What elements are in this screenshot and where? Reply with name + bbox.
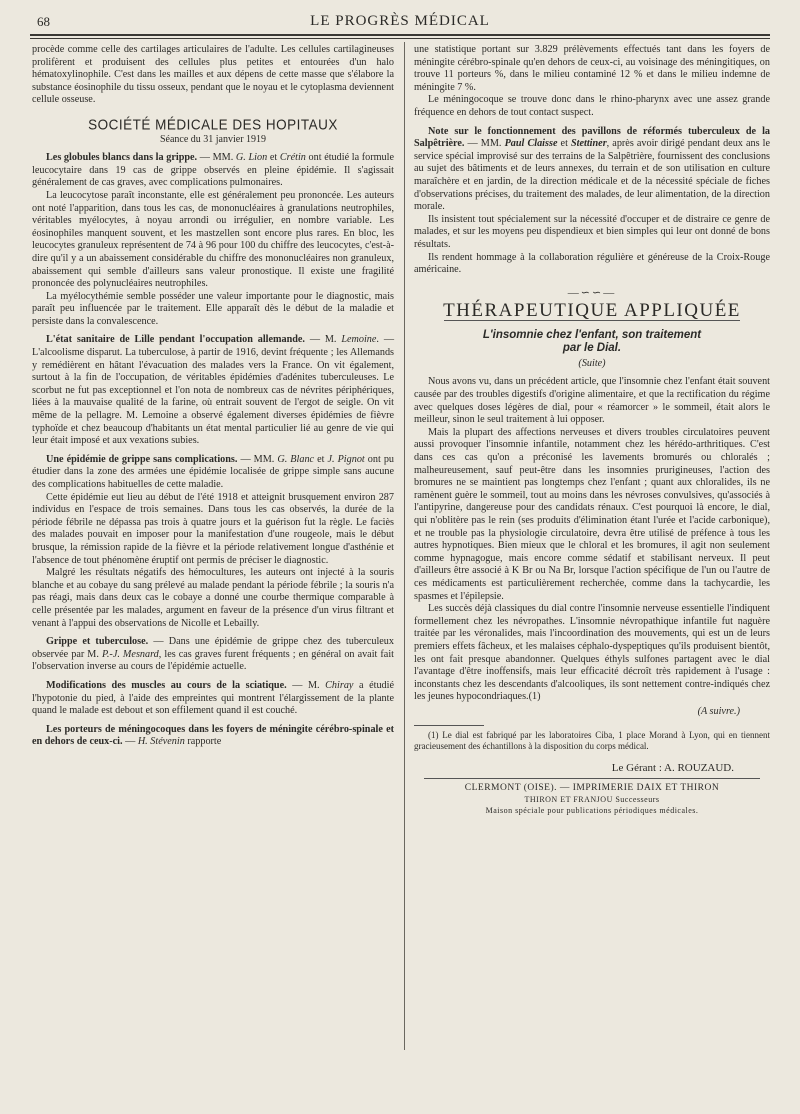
porteurs-author: H. Stévenin xyxy=(137,736,185,748)
tuberculose-dash: — Dans une épidémie de grippe chez des tuberculeux observée par M. xyxy=(32,636,394,660)
article-p1: Nous avons vu, dans un précédent article, que l'insomnie chez l'enfant était souvent causée par des troubles digestifs d'origine alimentaire, et que la rectification du régime avec quelques doses légères de dial, pour « réamorcer » le sommeil, était alors le meilleur, sinon le seul traitement à lui opposer. xyxy=(414,376,770,426)
article-p3: Les succès déjà classiques du dial contre l'insomnie nerveuse essentielle l'indiquent formellement chez les névropathes. L'insomnie névropathique infantile fut naguère traitée par les véronalides, mais l'incoordination des mouvements, qui est un de leurs premiers effets fâcheux, et les malaises céphalo-dyspeptiques qu'ils produisent bientôt, les ont fait presque abandonner. Quelques éthyls sulfones partagent avec le dial l'avantage d'être inoffensifs, mais leur efficacité décroît très rapidement à l'usage : inconstants chez les descendants d'alcooliques, ils sont nettement contre-indiqués chez les jeunes hypocondriaques.(1) xyxy=(414,603,770,703)
porteurs-dash: — xyxy=(122,736,138,748)
note-p2: Ils insistent tout spécialement sur la nécessité d'occuper et de distraire ce genre de malades, et sur les moyens peu dispendieux et bien simples qui leur ont donné de bons résultats. xyxy=(414,213,770,250)
porteurs-paragraph xyxy=(32,724,394,749)
lille-dash: — M. xyxy=(304,334,342,346)
note-author-2: Stettiner xyxy=(571,138,607,150)
globules-and: et xyxy=(267,152,280,164)
porteurs-title: Les porteurs de méningocoques dans les foyers de méningite cérébro-spinale et en dehors de ceux-ci. xyxy=(32,723,394,748)
globules-author-1: G. Lion xyxy=(235,152,268,164)
lille-text: . — L'alcoolisme disparut. La tuberculose, à partir de 1916, devint fréquente ; les Allemands y remédièrent en hâtant l'évacuation des malades vers la France. On vit également, surtout à la fin de l'occupation, de véritables épidémies d'adénites tuberculeuses. Le scorbut ne fut pas exceptionnel et l'on nota de nombreux cas de névrites périphériques, liées à la mauvaise qualité de la farine, où entrait souvent de l'ergot de seigle. On vit même de la pellagre. M. Lemoine a observé également diverses épidémies de fièvre typhoïde et chez beaucoup d'habitants un état mental particulier lié au genre de vie qui leur était imposé et aux vexations subies. xyxy=(32,334,395,447)
globules-p2: La leucocytose paraît inconstante, elle est généralement peu prononcée. Les auteurs ont noté l'apparition, dans tous les cas, de mononucléaires à granulations neutrophiles, véritables myélocytes, à noyau arrondi ou irrégulier, en nombre variable. Les éosinophiles manquent souvent, et les mastzellen sont encore plus rares. En bloc, les leucocytes granuleux représentent de 74 à 96 pour 100 du chiffre des leucocytes, c'est-à-dire qu'il y a un abaissement considérable du chiffre des mononucléaires non granuleux, abaissement qui semble d'ailleurs sans valeur pronostique. Il existe une fragilité prononcée des polynucléaires neutrophiles. xyxy=(32,189,394,290)
sciatique-author: Chiray xyxy=(325,679,354,691)
journal-title: LE PROGRÈS MÉDICAL xyxy=(310,13,490,29)
note-text: , après avoir dirigé pendant deux ans le service spécial improvisé sur des terrains de la Salpêtrière, fournissent des conclusions au sujet des bâtiments et de leurs annexes, du terrain et de son utilisation en culture maraîchère et en jardin, de la direction médicale et de la nécessité spéciale de fiches d'observations précises, du traitement des malades, de leur alimentation, de la direction morale. xyxy=(414,138,770,213)
note-and: et xyxy=(557,138,571,150)
epidemie-dash: — MM. xyxy=(237,453,278,465)
section-title-therapeutique: THÉRAPEUTIQUE APPLIQUÉE xyxy=(443,300,741,322)
epidemie-and: et xyxy=(314,453,328,465)
imprint-rule xyxy=(424,778,760,779)
article-title-line-1: L'insomnie chez l'enfant, son traitement xyxy=(482,328,702,341)
seance-date: Séance du 31 janvier 1919 xyxy=(159,133,267,145)
globules-title: Les globules blancs dans la grippe. xyxy=(46,152,198,164)
sciatique-dash: — M. xyxy=(286,679,326,691)
globules-author-2: Crétin xyxy=(279,152,306,164)
globules-paragraph xyxy=(32,152,394,190)
note-paragraph xyxy=(414,126,770,214)
epidemie-p2: Cette épidémie eut lieu au début de l'été 1918 et atteignit brusquement environ 287 individus en l'espace de trois semaines. Dans tous les cas observés, la durée de la période fébrile ne dépassa pas trois à quatre jours et la guérison fut la règle. Le faciès des malades pouvait en imposer pour la manifestation d'une rougeole, mais le début brusque, la rémission rapide de la fièvre et la période relativement longue d'asthénie et l'absence de tout phénomène éruptif ont permis de préciser le diagnostic. xyxy=(32,491,394,566)
gerant-line: Le Gérant : A. ROUZAUD. xyxy=(611,761,734,774)
article-p2: Mais la plupart des affections nerveuses et divers troubles circulatoires peuvent aussi provoquer l'insomnie infantile, notamment chez les hérédo-arthritiques. C'est dans ces cas qu'on a préconisé les lavements bromurés ou chloralés ; malheureusement, sauf peut-être dans les insomnies prurigineuses, l'action des bromures ne se maintient pas longtemps chez l'enfant ; quant aux chloralides, ils ne ramènent guère le sommeil, tout au moins dans les névroses convulsives, qu'associés à l'antipyrine, dangereuse pour des candidats rénaux. C'est pourquoi là encore, le dial, qui n'oblitère pas le rein (ses produits d'élimination étant l'urée et l'acide carbonique), et ne trouble pas la physiologie circulatoire, devra être utilisé de préfence à tous les autres hypnotiques. Bien mieux que le chloral et les bromures, il agit non seulement comme hypnagogue, mais encore comme sédatif et stabilisant nerveux. Il peut d'ailleurs être associé à K Br ou Na Br, lorsque l'action spécifique de l'un ou l'autre de ces médicaments est particulièrement recherchée, comme dans la tachycardie, les spasmes et l'épilepsie. xyxy=(414,426,770,602)
imprimerie-line: CLERMONT (OISE). — IMPRIMERIE DAIX ET THIRON xyxy=(464,783,720,794)
epidemie-p3: Malgré les résultats négatifs des hémocultures, les auteurs ont injecté à la souris blanche et au cobaye du sang prélevé au malade pendant la période fébrile ; la souris n'a pas réagi, mais dans deux cas le cobaye a donné une courbe thermique comparable à celle présentée par les malades, argument en faveur de la présence d'un virus filtrant et venant à l'appui des observations de Nicolle et Lebailly. xyxy=(32,567,394,629)
porteurs-p2: Le méningocoque se trouve donc dans le rhino-pharynx avec une assez grande fréquence en dehors de tout contact suspect. xyxy=(414,94,770,118)
lille-author: Lemoine xyxy=(341,334,377,346)
tuberculose-paragraph xyxy=(32,636,394,674)
a-suivre: (A suivre.) xyxy=(697,705,740,717)
note-title: Note sur le fonctionnement des pavillons de réformés tuberculeux de la Salpêtrière. xyxy=(414,125,770,150)
section-title-societe: SOCIÉTÉ MÉDICALE DES HOPITAUX xyxy=(88,116,338,133)
epidemie-title: Une épidémie de grippe sans complications. xyxy=(46,453,238,465)
page-number: 68 xyxy=(37,14,50,29)
right-column xyxy=(414,44,770,816)
tuberculose-author: P.-J. Mesnard xyxy=(101,648,159,660)
article-title-line-2: par le Dial. xyxy=(562,341,622,354)
epidemie-text: ont pu étudier dans la zone des armées une épidémie localisée de grippe simple sans aucune des complications habituelles de cette maladie. xyxy=(32,453,395,490)
note-dash: — MM. xyxy=(464,138,505,150)
note-p3: Ils rendent hommage à la collaboration régulière et généreuse de la Croix-Rouge américaine. xyxy=(414,251,770,276)
sciatique-text: a étudié l'hypotonie du pied, à l'aide des empreintes qui montrent l'élargissement de la plante quand le malade est debout et son effilement quand il est couché. xyxy=(32,679,394,717)
epidemie-author-1: G. Blanc xyxy=(277,453,315,465)
maison-line: Maison spéciale pour publications périodiques médicales. xyxy=(485,806,699,816)
sciatique-paragraph xyxy=(32,680,394,718)
sciatique-title: Modifications des muscles au cours de la sciatique. xyxy=(46,679,287,691)
globules-text: ont étudié la formule leucocytaire dans 19 cas de grippe observés en pleine épidémie. Il s'agissait généralement de cas graves, avec complications pulmonaires. xyxy=(32,152,394,189)
ornament-divider: —∽∽— xyxy=(567,286,617,299)
left-column xyxy=(32,44,394,749)
epidemie-paragraph xyxy=(32,454,394,492)
lille-paragraph xyxy=(32,334,394,447)
tuberculose-title: Grippe et tuberculose. xyxy=(46,636,149,648)
globules-p3: La myélocythémie semble posséder une valeur importante pour le diagnostic, mais paraît peu influencée par le traitement. Elle apparaît dès le début de la maladie et persiste dans la convalescence. xyxy=(32,290,394,327)
note-author-1: Paul Claisse xyxy=(504,138,558,150)
header-rule xyxy=(30,34,770,39)
footnote-rule xyxy=(414,725,484,726)
footnote: (1) Le dial est fabriqué par les laboratoires Ciba, 1 place Morand à Lyon, qui en tiennent gracieusement des échantillons à la disposition du corps médical. xyxy=(414,729,770,751)
suite-label: (Suite) xyxy=(578,357,606,369)
porteurs-continued: une statistique portant sur 3.829 prélèvements effectués tant dans les foyers de méningite cérébro-spinale qu'en dehors de ceux-ci, au voisinage des méningitiques, on trouve 11 porteurs %, dans le milieu contaminé 12 % et dans le milieu indemne de méningite 7 %. xyxy=(414,44,770,93)
epidemie-author-2: J. Pignot xyxy=(327,453,365,465)
tuberculose-text: , les cas graves furent fréquents ; en général on avait fait l'observation inverse au cours de l'épidémie actuelle. xyxy=(32,648,394,673)
column-divider xyxy=(404,42,405,1050)
lille-title: L'état sanitaire de Lille pendant l'occupation allemande. xyxy=(46,334,305,346)
intro-paragraph: procède comme celle des cartilages articulaires de l'adulte. Les cellules cartilagineuses prolifèrent et produisent des cellules plus petites et entourées d'un halo hématoxylinophile. C'est dans les mailles et aux dépens de cette masse que s'élabore la substance éosinophile du tissu osseux, pendant que le noyau et le cytoplasma deviennent cellule osseuse. xyxy=(32,44,394,106)
porteurs-text: rapporte xyxy=(184,736,222,748)
globules-dash: — MM. xyxy=(197,152,236,164)
successeurs-line: THIRON ET FRANJOU Successeurs xyxy=(524,795,660,805)
